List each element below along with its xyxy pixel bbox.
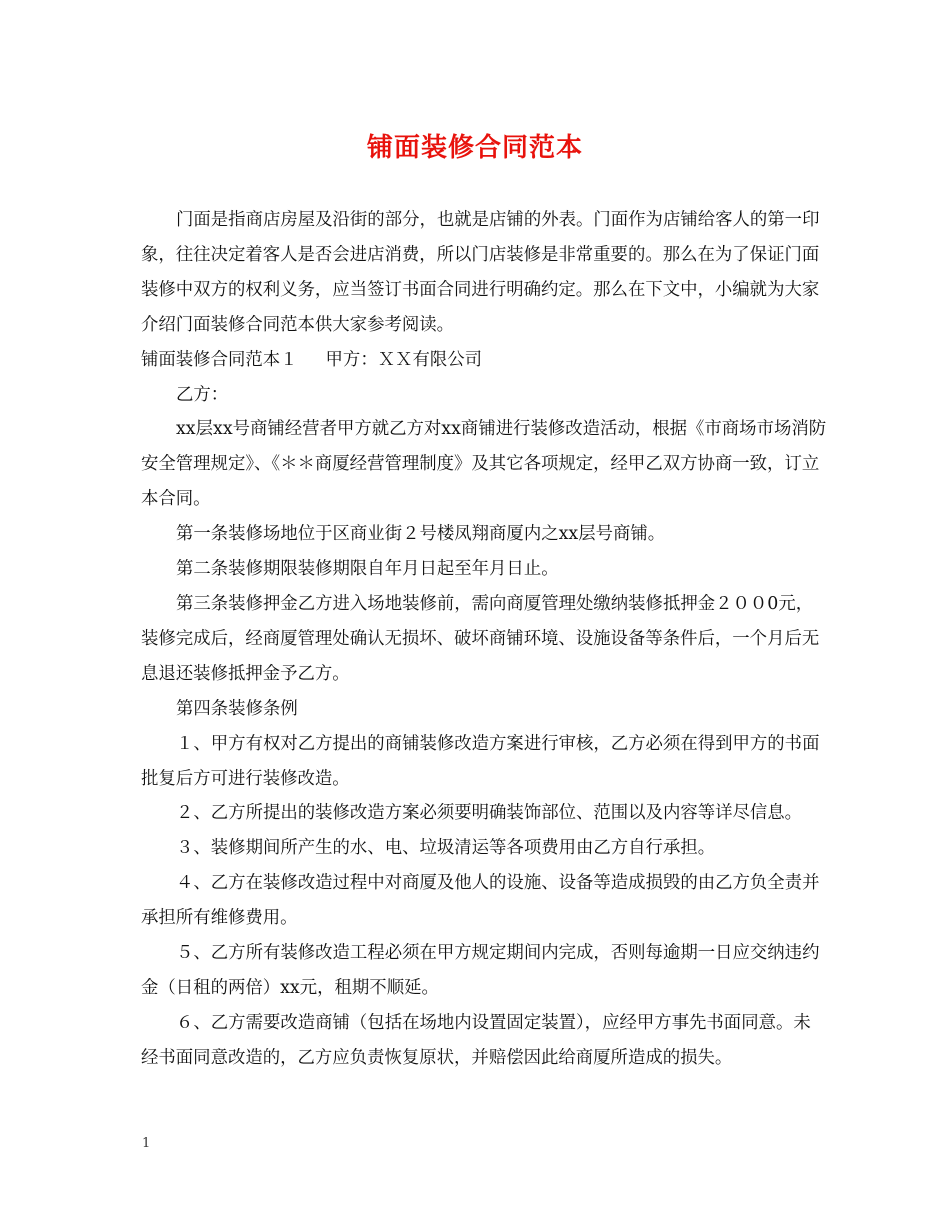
sample-heading-line xyxy=(141,343,827,378)
article-4: 第四条装修条例 xyxy=(176,698,298,719)
document-body xyxy=(141,203,827,1076)
party-a: 甲方：ＸＸ有限公司 xyxy=(325,349,483,370)
page-number: 1 xyxy=(142,1136,151,1151)
clause-1: １、甲方有权对乙方提出的商铺装修改造方案进行审核，乙方必须在得到甲方的书面批复后方可进行装修改造。 xyxy=(141,733,820,789)
clause-5: ５、乙方所有装修改造工程必须在甲方规定期间内完成，否则每逾期一日应交纳违约金（日租的两倍）xx元，租期不顺延。 xyxy=(141,943,820,998)
clause-4: ４、乙方在装修改造过程中对商厦及他人的设施、设备等造成损毁的由乙方负全责并承担所有维修费用。 xyxy=(141,873,820,929)
article-3: 第三条装修押金乙方进入场地装修前，需向商厦管理处缴纳装修抵押金２００0元，装修完成后，经商厦管理处确认无损坏、破坏商铺环境、设施设备等条件后，一个月后无息退还装修抵押金予乙方。 xyxy=(141,593,820,684)
clause-3: ３、装修期间所产生的水、电、垃圾清运等各项费用由乙方自行承担。 xyxy=(176,838,716,859)
sample-label: 铺面装修合同范本１ xyxy=(141,349,298,370)
clause-6: ６、乙方需要改造商铺（包括在场地内设置固定装置），应经甲方事先书面同意。未经书面同意改造的，乙方应负责恢复原状，并赔偿因此给商厦所造成的损失。 xyxy=(141,1012,811,1068)
intro-paragraph: 门面是指商店房屋及沿街的部分，也就是店铺的外表。门面作为店铺给客人的第一印象，往往决定着客人是否会进店消费，所以门店装修是非常重要的。那么在为了保证门面装修中双方的权利义务，应当签订书面合同进行明确约定。那么在下文中，小编就为大家介绍门面装修合同范本供大家参考阅读。 xyxy=(141,210,820,335)
article-1: 第一条装修场地位于区商业街２号楼凤翔商厦内之xx层号商铺。 xyxy=(176,524,666,545)
party-b: 乙方： xyxy=(176,384,229,405)
article-2: 第二条装修期限装修期限自年月日起至年月日止。 xyxy=(176,559,559,580)
document-title: 铺面装修合同范本 xyxy=(366,133,583,163)
preamble-paragraph: xx层xx号商铺经营者甲方就乙方对xx商铺进行装修改造活动，根据《市商场市场消防安全管理规定》、《＊＊商厦经营管理制度》及其它各项规定，经甲乙双方协商一致，订立本合同。 xyxy=(141,419,827,510)
clause-2: ２、乙方所提出的装修改造方案必须要明确装饰部位、范围以及内容等详尽信息。 xyxy=(176,803,803,824)
